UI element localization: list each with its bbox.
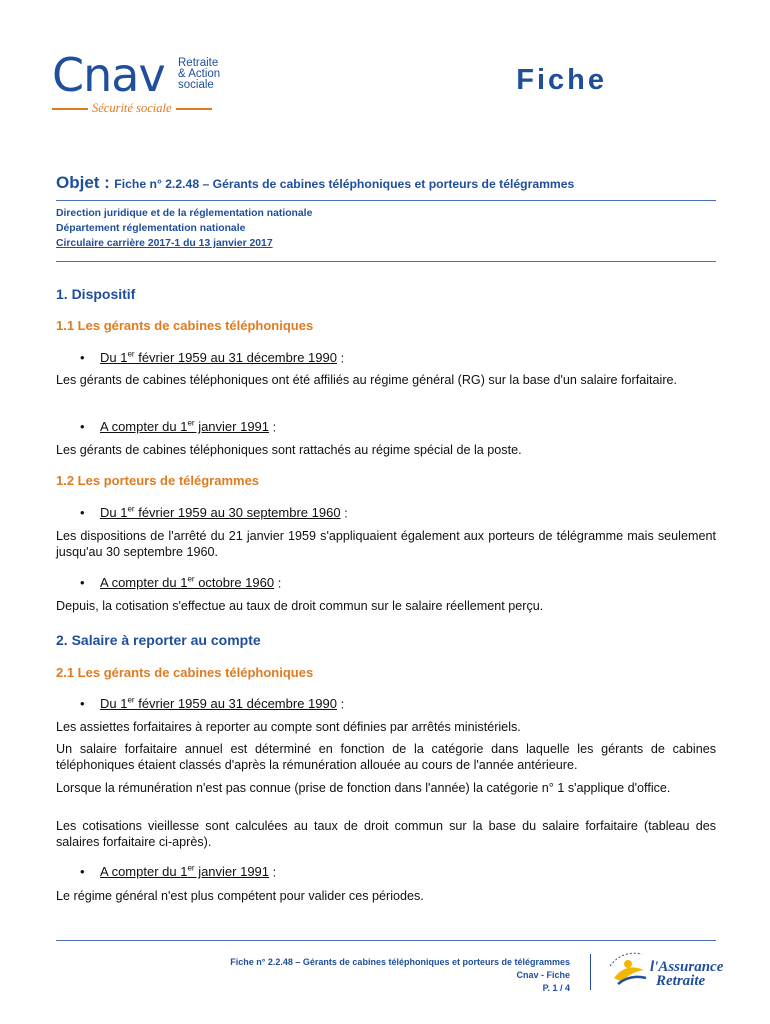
assurance-retraite-wordmark: l'Assurance Retraite: [650, 959, 724, 989]
subject-line: [56, 173, 716, 193]
paragraph: Lorsque la rémunération n'est pas connue (prise de fonction dans l'année) la catégorie n° 1 s'applique d'office.: [56, 781, 671, 795]
period-bullet: • A compter du 1er janvier 1991 :: [80, 864, 277, 880]
footer-title: Fiche n° 2.2.48 – Gérants de cabines téléphoniques et porteurs de télégrammes: [230, 957, 570, 967]
period-bullet: • A compter du 1er octobre 1960 :: [80, 575, 282, 591]
paragraph: Les assiettes forfaitaires à reporter au compte sont définies par arrêtés ministériels.: [56, 720, 521, 734]
logo-tagline-line: Retraite: [178, 57, 219, 69]
page-footer: [230, 956, 570, 995]
paragraph: Les dispositions de l'arrêté du 21 janvier 1959 s'appliquaient également aux porteurs de télégramme mais seulement jusqu'au 30 septembre 1960.: [56, 529, 716, 559]
period-bullet: • Du 1er février 1959 au 31 décembre 1990 :: [80, 696, 345, 712]
section-heading: 1. Dispositif: [56, 286, 136, 302]
section-heading: 2. Salaire à reporter au compte: [56, 632, 261, 648]
document-kind-title: Fiche: [516, 64, 607, 96]
logo-subtitle: [52, 101, 232, 116]
footer-rule: [56, 940, 716, 941]
paragraph: Les gérants de cabines téléphoniques sont rattachés au régime spécial de la poste.: [56, 443, 522, 457]
header-rule: [56, 200, 716, 201]
paragraph: Les gérants de cabines téléphoniques ont été affiliés au régime général (RG) sur la base d'un salaire forfaitaire.: [56, 373, 678, 387]
period-bullet: • Du 1er février 1959 au 31 décembre 1990 :: [80, 350, 345, 366]
cnav-logo: [52, 48, 242, 122]
footer-page-number: P. 1 / 4: [542, 983, 570, 993]
paragraph: Un salaire forfaitaire annuel est déterminé en fonction de la catégorie dans laquelle les gérants de cabines téléphoniques étaient classés d'après la rémunération allouée au cours de l'année antérieure.: [56, 742, 716, 772]
footer-separator: [590, 954, 591, 990]
paragraph: Le régime général n'est plus compétent pour valider ces périodes.: [56, 889, 424, 903]
assurance-retraite-logo: [604, 948, 724, 998]
footer-doc-type: Cnav - Fiche: [516, 970, 570, 980]
issuer-direction: Direction juridique et de la réglementation nationale: [56, 208, 313, 219]
issuer-rule: [56, 261, 716, 262]
issuer-block: [56, 206, 312, 251]
subsection-heading: 1.1 Les gérants de cabines téléphoniques: [56, 318, 314, 333]
circular-link[interactable]: Circulaire carrière 2017-1 du 13 janvier 2017: [56, 238, 273, 249]
logo-tagline: [178, 58, 220, 91]
paragraph: Les cotisations vieillesse sont calculées au taux de droit commun sur la base du salaire forfaitaire (tableau des salaires forfaitaire ci-après).: [56, 819, 716, 849]
period-bullet: • A compter du 1er janvier 1991 :: [80, 419, 277, 435]
logo-tagline-line: sociale: [178, 79, 214, 91]
paragraph: Depuis, la cotisation s'effectue au taux de droit commun sur le salaire réellement perçu.: [56, 599, 544, 613]
logo-divider: [52, 108, 88, 110]
assurance-retraite-emblem-icon: [604, 948, 650, 990]
logo-wordmark: Cnav: [52, 48, 165, 102]
issuer-department: Département réglementation nationale: [56, 223, 246, 234]
logo-subtitle-text: Sécurité sociale: [92, 101, 172, 115]
logo-divider: [176, 108, 212, 110]
subject-text: Fiche n° 2.2.48 – Gérants de cabines téléphoniques et porteurs de télégrammes: [114, 177, 575, 191]
period-bullet: • Du 1er février 1959 au 30 septembre 1960 :: [80, 505, 348, 521]
subject-label: Objet :: [56, 173, 110, 192]
subsection-heading: 1.2 Les porteurs de télégrammes: [56, 473, 260, 488]
subsection-heading: 2.1 Les gérants de cabines téléphoniques: [56, 665, 314, 680]
logo-tagline-line: & Action: [178, 68, 221, 80]
